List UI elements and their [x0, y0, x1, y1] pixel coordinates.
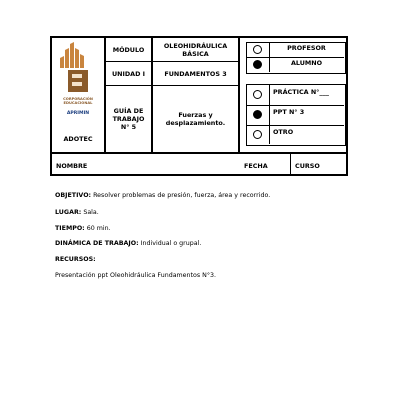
logo-brand: APRIMIN: [66, 111, 90, 116]
logo-institution-name: CORPORACIÓN EDUCACIONAL: [63, 97, 93, 106]
dinamica-text: Individual o grupal.: [140, 240, 202, 247]
profesor-label: PROFESOR: [287, 44, 326, 52]
ppt-label: PPT N° 3: [273, 108, 305, 116]
guia-label: GUÍA DE TRABAJO N° 5: [112, 107, 145, 131]
logo-unit: ADOTEC: [63, 135, 93, 143]
modulo-label: MÓDULO: [112, 45, 145, 54]
modulo-value: OLEOHIDRÁULICA BÁSICA: [163, 41, 228, 58]
lugar-line: [55, 210, 99, 216]
tiempo-label: TIEMPO:: [55, 225, 85, 232]
nombre-label: NOMBRE: [56, 162, 88, 170]
dinamica-line: [55, 241, 201, 247]
worksheet-header: [50, 36, 348, 176]
dinamica-label: DINÁMICA DE TRABAJO:: [55, 240, 139, 247]
recursos-text: Presentación ppt Oleohidráulica Fundamentos N°3.: [55, 272, 217, 279]
recursos-line: [55, 257, 96, 263]
objetivo-label: OBJETIVO:: [55, 192, 92, 199]
lugar-label: LUGAR:: [55, 209, 82, 216]
unidad-label: UNIDAD I: [111, 69, 146, 78]
aprimin-logo-icon: [52, 38, 104, 98]
objetivo-line: [55, 193, 270, 199]
unidad-value: FUNDAMENTOS 3: [164, 69, 227, 78]
logo: [52, 38, 104, 152]
audience-box: [246, 42, 346, 74]
otro-label: OTRO: [273, 128, 294, 136]
profesor-radio[interactable]: [253, 45, 262, 54]
objetivo-text: Resolver problemas de presión, fuerza, área y recorrido.: [93, 192, 271, 199]
fecha-label: FECHA: [244, 162, 268, 170]
alumno-radio[interactable]: [253, 60, 262, 69]
curso-label: CURSO: [295, 162, 320, 170]
practica-label: PRÁCTICA N°___: [273, 88, 329, 96]
otro-radio[interactable]: [253, 130, 262, 139]
practica-radio[interactable]: [253, 90, 262, 99]
tiempo-text: 60 min.: [86, 225, 111, 232]
guia-value: Fuerzas y desplazamiento.: [165, 111, 226, 127]
lugar-text: Sala.: [83, 209, 99, 216]
tiempo-line: [55, 226, 111, 232]
ppt-radio[interactable]: [253, 110, 262, 119]
recursos-label: RECURSOS:: [55, 256, 96, 263]
alumno-label: ALUMNO: [290, 59, 323, 67]
type-box: [246, 84, 346, 146]
